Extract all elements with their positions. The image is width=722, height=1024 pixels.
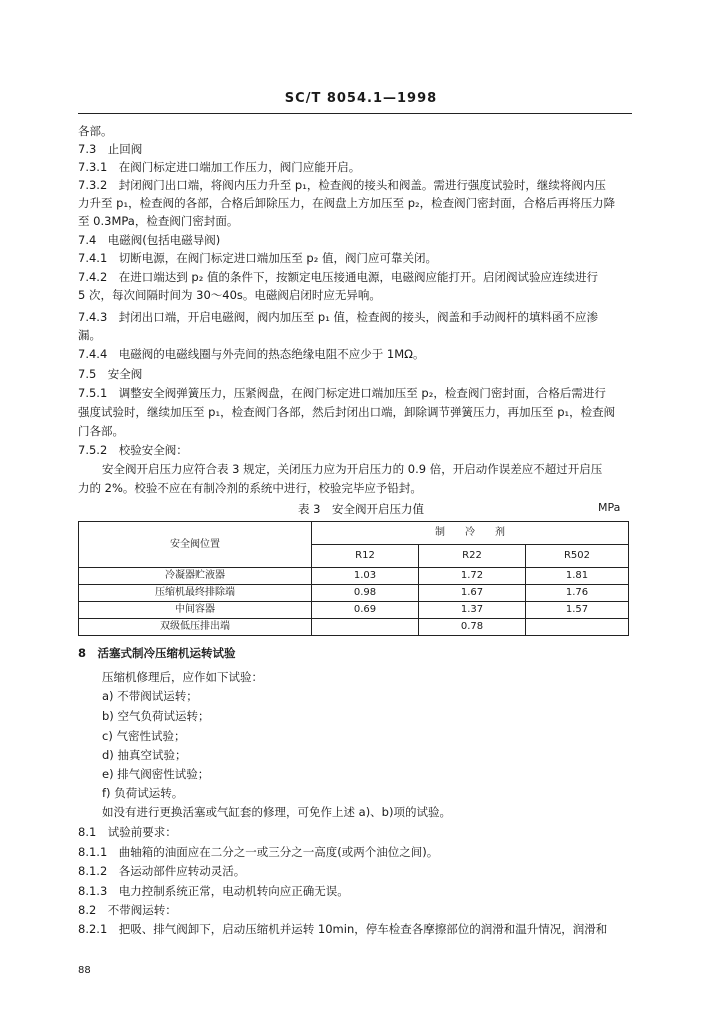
- list-item: b) 空气负荷试运转；: [102, 709, 210, 723]
- table-cell: [312, 619, 419, 636]
- table-col-r22: R22: [419, 545, 526, 568]
- list-item: f) 负荷试运转。: [102, 786, 184, 800]
- text-line: 7.5.1 调整安全阀弹簧压力，压紧阀盘，在阀门标定进口端加压至 p₂，检查阀门密封面，合格后需进行: [78, 386, 606, 400]
- text-line: 8.2.1 把吸、排气阀卸下，启动压缩机并运转 10min，停车检查各摩擦部位的润滑和温升情况，润滑和: [78, 922, 608, 936]
- table-cell: [526, 619, 629, 636]
- text-line: 7.4.3 封闭出口端，开启电磁阀，阀内加压至 p₁ 值，检查阀的接头，阀盖和手动阀杆的填料函不应渗: [78, 310, 598, 324]
- table-caption: 表 3 安全阀开启压力值: [298, 502, 424, 516]
- text-line: 7.4.4 电磁阀的电磁线圈与外壳间的热态绝缘电阻不应少于 1MΩ。: [78, 347, 425, 361]
- text-line: 安全阀开启压力应符合表 3 规定，关闭压力应为开启压力的 0.9 倍，开启动作误差应不超过开启压: [102, 462, 603, 476]
- text-line: 压缩机修理后，应作如下试验：: [102, 670, 263, 684]
- table-cell: 中间容器: [79, 602, 312, 619]
- table-row: [79, 585, 629, 602]
- text-line: 强度试验时，继续加压至 p₁，检查阀门各部，然后封闭出口端，卸除调节弹簧压力，再加压至 p₁，检查阀: [78, 405, 616, 419]
- subsection-heading: 8.2 不带阀运转：: [78, 903, 177, 917]
- subsection-heading: 7.5 安全阀: [78, 367, 143, 381]
- page-header: SC/T 8054.1—1998: [284, 91, 438, 106]
- text-line: 力升至 p₁，检查阀的各部，合格后卸除压力，在阀盘上方加压至 p₂，检查阀门密封面，合格后再将压力降: [78, 196, 616, 210]
- table-col-r502: R502: [526, 545, 629, 568]
- text-line: 漏。: [78, 328, 101, 342]
- text-line: 8.1.3 电力控制系统正常，电动机转向应正确无误。: [78, 884, 349, 898]
- table-row: [79, 568, 629, 585]
- list-item: a) 不带阀试运转；: [102, 689, 198, 703]
- subsection-heading: 7.3 止回阀: [78, 142, 143, 156]
- table-cell: 0.69: [312, 602, 419, 619]
- text-line: 7.4.1 切断电源，在阀门标定进口端加压至 p₂ 值，阀门应可靠关闭。: [78, 251, 437, 265]
- table-cell: 双级低压排出端: [79, 619, 312, 636]
- table-cell: 1.81: [526, 568, 629, 585]
- list-item: e) 排气阀密性试验；: [102, 767, 210, 781]
- table-cell: 1.76: [526, 585, 629, 602]
- pressure-table: [78, 521, 629, 636]
- list-item: c) 气密性试验；: [102, 729, 186, 743]
- text-line: 力的 2%。校验不应在有制冷剂的系统中进行，校验完毕应予铅封。: [78, 481, 422, 495]
- table-cell: 1.57: [526, 602, 629, 619]
- table-cell: 0.78: [419, 619, 526, 636]
- table-col-r12: R12: [312, 545, 419, 568]
- table-cell: 压缩机最终排除端: [79, 585, 312, 602]
- subsection-heading: 7.4 电磁阀(包括电磁导阀): [78, 233, 221, 247]
- table-cell: 冷凝器贮液器: [79, 568, 312, 585]
- text-line: 8.1.1 曲轴箱的油面应在二分之一或三分之一高度(或两个油位之间)。: [78, 845, 439, 859]
- list-item: d) 抽真空试验；: [102, 748, 187, 762]
- table-cell: 1.37: [419, 602, 526, 619]
- text-line: 如没有进行更换活塞或气缸套的修理，可免作上述 a)、b)项的试验。: [102, 805, 451, 819]
- table-row: [79, 619, 629, 636]
- text-line: 7.4.2 在进口端达到 p₂ 值的条件下，按额定电压接通电源，电磁阀应能打开。启闭阀试验应连续进行: [78, 270, 598, 284]
- text-line: 各部。: [78, 124, 113, 138]
- table-header-refrigerant: 制 冷 剂: [312, 522, 629, 545]
- page-number: 88: [78, 965, 91, 976]
- table-cell: 1.72: [419, 568, 526, 585]
- table-cell: 0.98: [312, 585, 419, 602]
- text-line: 门各部。: [78, 424, 124, 438]
- table-cell: 1.03: [312, 568, 419, 585]
- text-line: 至 0.3MPa，检查阀门密封面。: [78, 214, 239, 228]
- text-line: 7.3.2 封闭阀门出口端，将阀内压力升至 p₁，检查阀的接头和阀盖。需进行强度试验时，继续将阀内压: [78, 178, 606, 192]
- table-cell: 1.67: [419, 585, 526, 602]
- table-unit: MPa: [598, 501, 621, 514]
- text-line: 8.1.2 各运动部件应转动灵活。: [78, 864, 246, 878]
- text-line: 5 次，每次间隔时间为 30～40s。电磁阀启闭时应无异响。: [78, 288, 381, 302]
- text-line: 7.3.1 在阀门标定进口端加工作压力，阀门应能开启。: [78, 160, 361, 174]
- header-rule: [78, 113, 632, 114]
- table-header-position: 安全阀位置: [79, 522, 312, 568]
- table-row: [79, 602, 629, 619]
- text-line: 7.5.2 校验安全阀：: [78, 443, 188, 457]
- section-heading: 8 活塞式制冷压缩机运转试验: [78, 646, 236, 660]
- subsection-heading: 8.1 试验前要求：: [78, 825, 177, 839]
